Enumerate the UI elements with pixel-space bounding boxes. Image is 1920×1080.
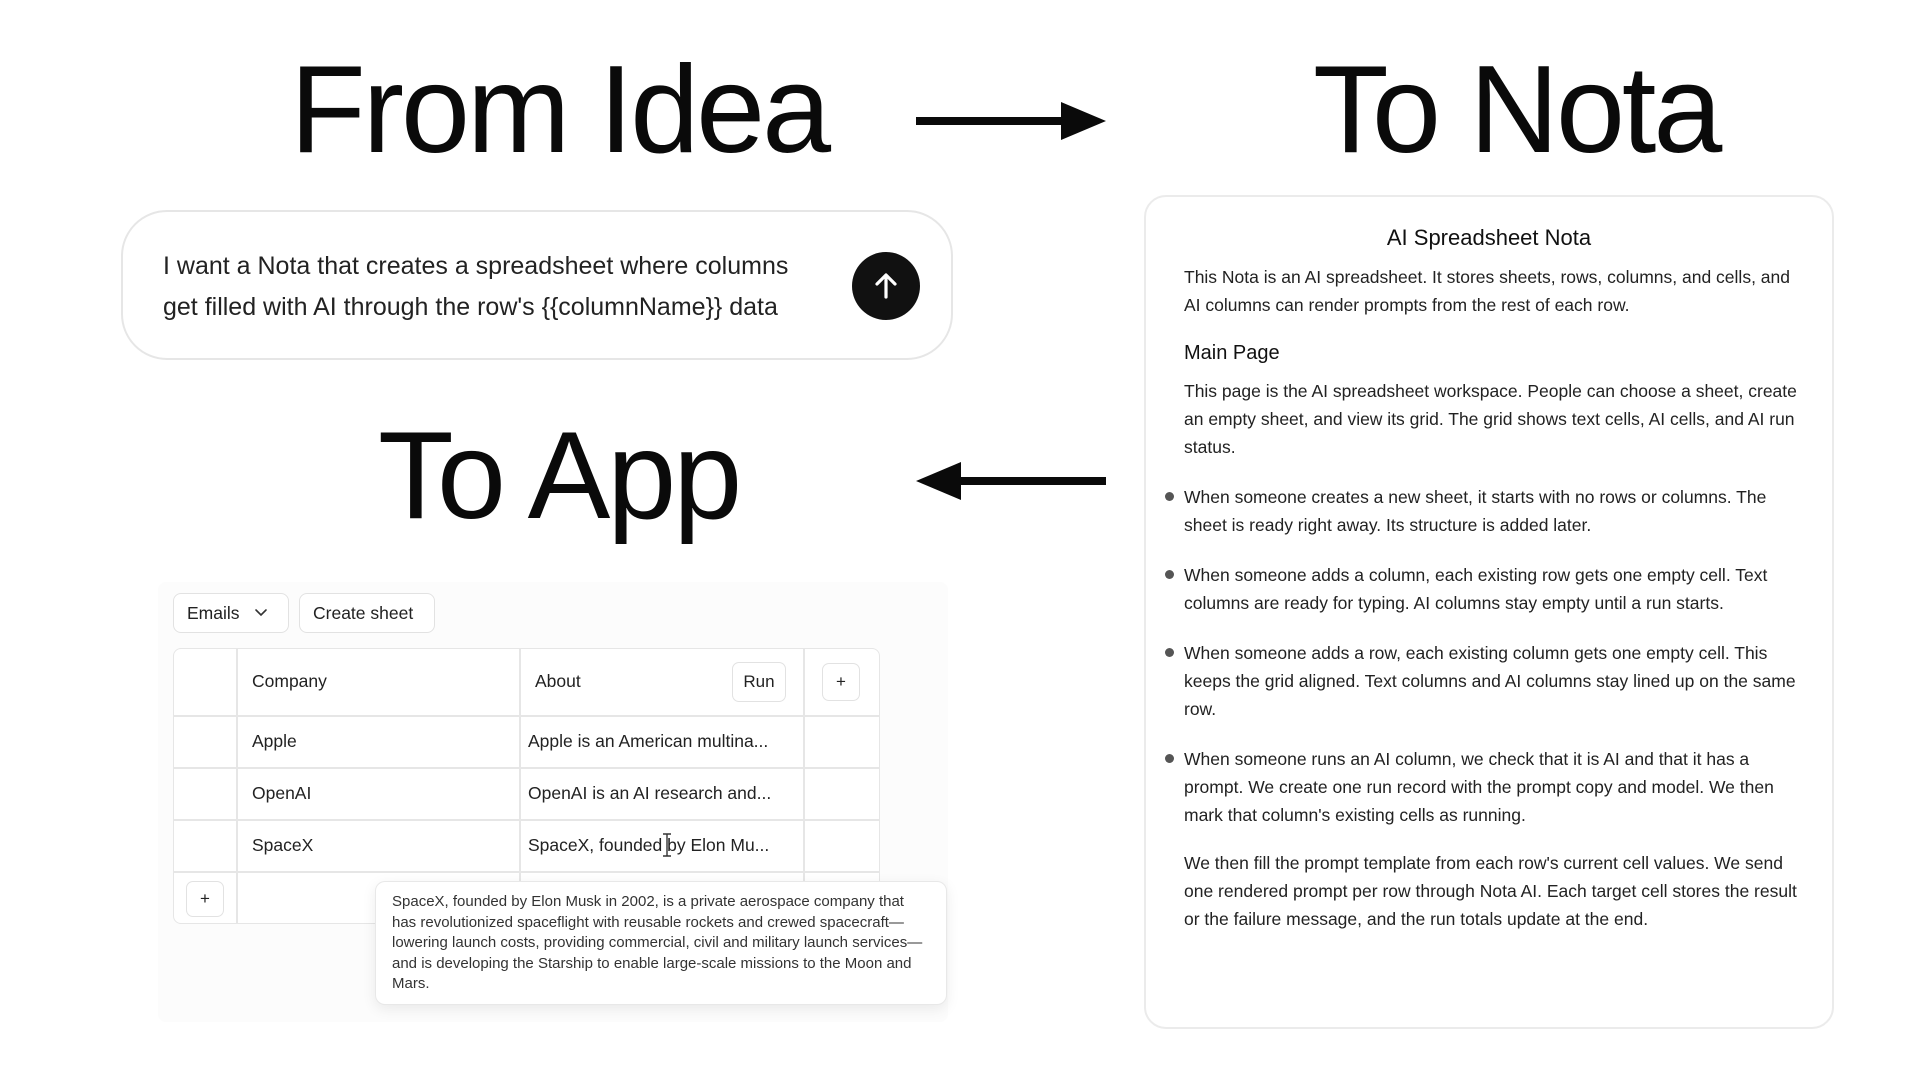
bullet-dot: [1165, 492, 1174, 501]
arrow-up-icon: [870, 270, 902, 302]
nota-bullet: When someone adds a row, each existing column gets one empty cell. This keeps the grid aligned. Text columns and AI columns stay lined up on the same row.: [1184, 643, 1796, 719]
table-cell-about[interactable]: Apple is an American multina...: [528, 731, 769, 751]
heading-from-idea: From Idea: [290, 41, 829, 179]
table-cell-about[interactable]: OpenAI is an AI research and...: [528, 783, 772, 803]
arrow-left-icon: [916, 456, 1106, 506]
heading-to-app: To App: [378, 407, 740, 545]
create-sheet-button[interactable]: Create sheet: [299, 593, 435, 633]
nota-bullet: When someone runs an AI column, we check that it is AI and that it has a prompt. We create one run record with the prompt copy and model. We then mark that column's existing cells as running.: [1184, 749, 1774, 825]
nota-intro: This Nota is an AI spreadsheet. It stores sheets, rows, columns, and cells, and AI columns can render prompts from the rest of each row.: [1184, 267, 1790, 315]
table-cell-company[interactable]: Apple: [252, 731, 297, 751]
prompt-box[interactable]: [121, 210, 953, 360]
bullet-dot: [1165, 570, 1174, 579]
nota-section-title: Main Page: [1184, 342, 1280, 364]
table-cell-company[interactable]: SpaceX: [252, 835, 314, 855]
sheet-select-label: Emails: [187, 602, 240, 623]
column-header-company[interactable]: Company: [252, 671, 327, 691]
prompt-text: [163, 246, 823, 328]
heading-to-nota: To Nota: [1313, 41, 1720, 179]
table-cell-about[interactable]: SpaceX, founded by Elon Mu...: [528, 835, 770, 855]
cell-tooltip: SpaceX, founded by Elon Musk in 2002, is a private aerospace company that has revolutionized spaceflight with reusable rockets and crewed spacecraft—lowering launch costs, providing commercial, civil and military launch services—and is developing the Starship to enable large-scale missions to the Moon and Mars.: [375, 881, 947, 1005]
sheet-select[interactable]: [173, 593, 289, 633]
nota-closing: We then fill the prompt template from each row's current cell values. We send one rendered prompt per row through Nota AI. Each target cell stores the result or the failure message, and the run totals update at the end.: [1184, 853, 1797, 929]
arrow-right-icon: [916, 96, 1106, 146]
text-cursor-icon: [660, 832, 674, 858]
nota-title: AI Spreadsheet Nota: [1386, 225, 1592, 250]
nota-bullet: When someone adds a column, each existing row gets one empty cell. Text columns are ready for typing. AI columns stay empty until a run starts.: [1184, 565, 1768, 613]
send-button[interactable]: [852, 252, 920, 320]
run-button[interactable]: Run: [732, 662, 786, 702]
nota-section-desc: This page is the AI spreadsheet workspace. People can choose a sheet, create an empty sheet, and view its grid. The grid shows text cells, AI cells, and AI run status.: [1184, 381, 1797, 457]
chevron-down-icon: [254, 608, 268, 618]
prompt-line-2: get filled with AI through the row's {{columnName}} data: [163, 293, 778, 321]
add-column-button[interactable]: +: [822, 663, 860, 701]
nota-bullet: When someone creates a new sheet, it starts with no rows or columns. The sheet is ready right away. Its structure is added later.: [1184, 487, 1767, 535]
add-row-button[interactable]: +: [186, 881, 224, 917]
nota-document: [1144, 195, 1834, 1029]
column-header-about[interactable]: About: [535, 671, 581, 691]
bullet-dot: [1165, 648, 1174, 657]
table-cell-company[interactable]: OpenAI: [252, 783, 312, 803]
bullet-dot: [1165, 754, 1174, 763]
prompt-line-1: I want a Nota that creates a spreadsheet where columns: [163, 252, 789, 280]
